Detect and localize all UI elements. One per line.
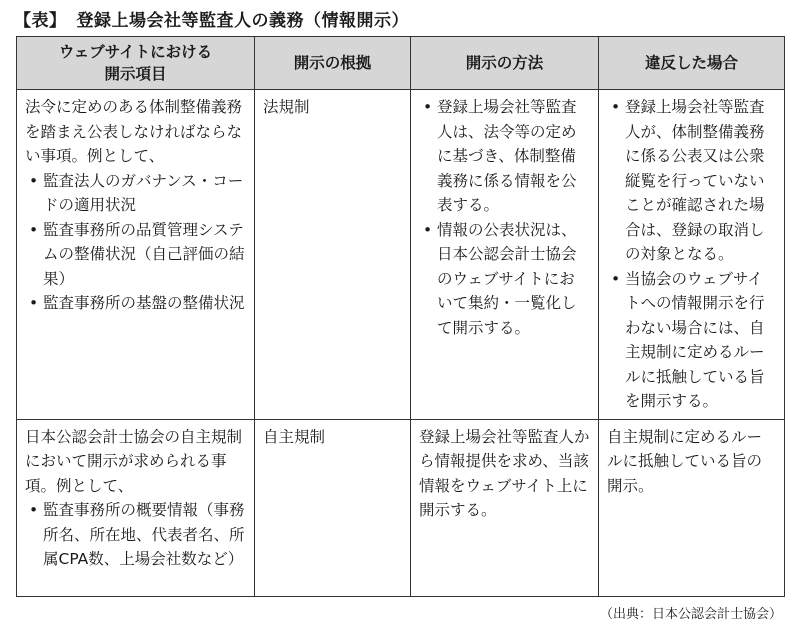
list-item: • 登録上場会社等監査人が、体制整備義務に係る公表又は公衆縦覧を行っていないことが確認された場合は、登録の取消しの対象となる。 (607, 95, 776, 267)
item-intro-text: 法令に定めのある体制整備義務を踏まえ公表しなければならない事項。例として、 (25, 98, 243, 165)
basis-text: 自主規制 (263, 427, 326, 446)
list-item: • 当協会のウェブサイトへの情報開示を行わない場合には、自主規制に定めるルールに抵触している旨を開示する。 (607, 267, 776, 414)
list-item: • 監査事務所の品質管理システムの整備状況（自己評価の結果） (25, 218, 246, 292)
table-row (17, 419, 785, 596)
table-title-text: 登録上場会社等監査人の義務（情報開示） (76, 11, 409, 31)
violation-text: 自主規制に定めるルールに抵触している旨の開示。 (607, 427, 763, 495)
header-line: 違反した場合 (644, 54, 738, 72)
list-item: • 監査法人のガバナンス・コードの適用状況 (25, 169, 246, 218)
list-item: • 監査事務所の基盤の整備状況 (25, 291, 246, 316)
cell-disclosure-items (17, 90, 255, 420)
list-item: • 監査事務所の概要情報（事務所名、所在地、代表者名、所属CPA数、上場会社数など） (25, 498, 246, 572)
item-bullet-list (25, 498, 246, 572)
violation-bullet-list (607, 95, 776, 414)
basis-text: 法規制 (263, 98, 310, 116)
list-item: • 登録上場会社等監査人は、法令等の定めに基づき、体制整備義務に係る情報を公表する。 (419, 95, 590, 218)
cell-disclosure-items (17, 419, 255, 596)
source-note: （出典：日本公認会計士協会） (599, 607, 782, 622)
item-intro-text: 日本公認会計士協会の自主規制において開示が求められる事項。例として、 (25, 427, 243, 495)
table-label: 【表】 (14, 11, 67, 31)
cell-disclosure-method (411, 90, 599, 420)
method-text: 登録上場会社等監査人から情報提供を求め、当該情報をウェブサイト上に開示する。 (419, 427, 590, 519)
method-bullet-list (419, 95, 590, 340)
cell-violation (599, 419, 785, 596)
item-bullet-list (25, 169, 246, 316)
cell-disclosure-basis (255, 419, 411, 596)
cell-disclosure-basis (255, 90, 411, 420)
header-disclosure-basis (255, 37, 411, 90)
cell-disclosure-method (411, 419, 599, 596)
header-violation (599, 37, 785, 90)
header-row (17, 37, 785, 90)
table-row (17, 90, 785, 420)
disclosure-table (16, 36, 785, 597)
header-line: 開示の根拠 (293, 54, 372, 72)
table-title (14, 6, 409, 31)
header-disclosure-items (17, 37, 255, 90)
cell-violation (599, 90, 785, 420)
list-item: • 情報の公表状況は、日本公認会計士協会のウェブサイトにおいて集約・一覧化して開示する。 (419, 218, 590, 341)
header-disclosure-method (411, 37, 599, 90)
header-line: ウェブサイトにおける (58, 43, 213, 61)
header-line: 開示項目 (104, 65, 167, 83)
header-line: 開示の方法 (465, 54, 544, 72)
